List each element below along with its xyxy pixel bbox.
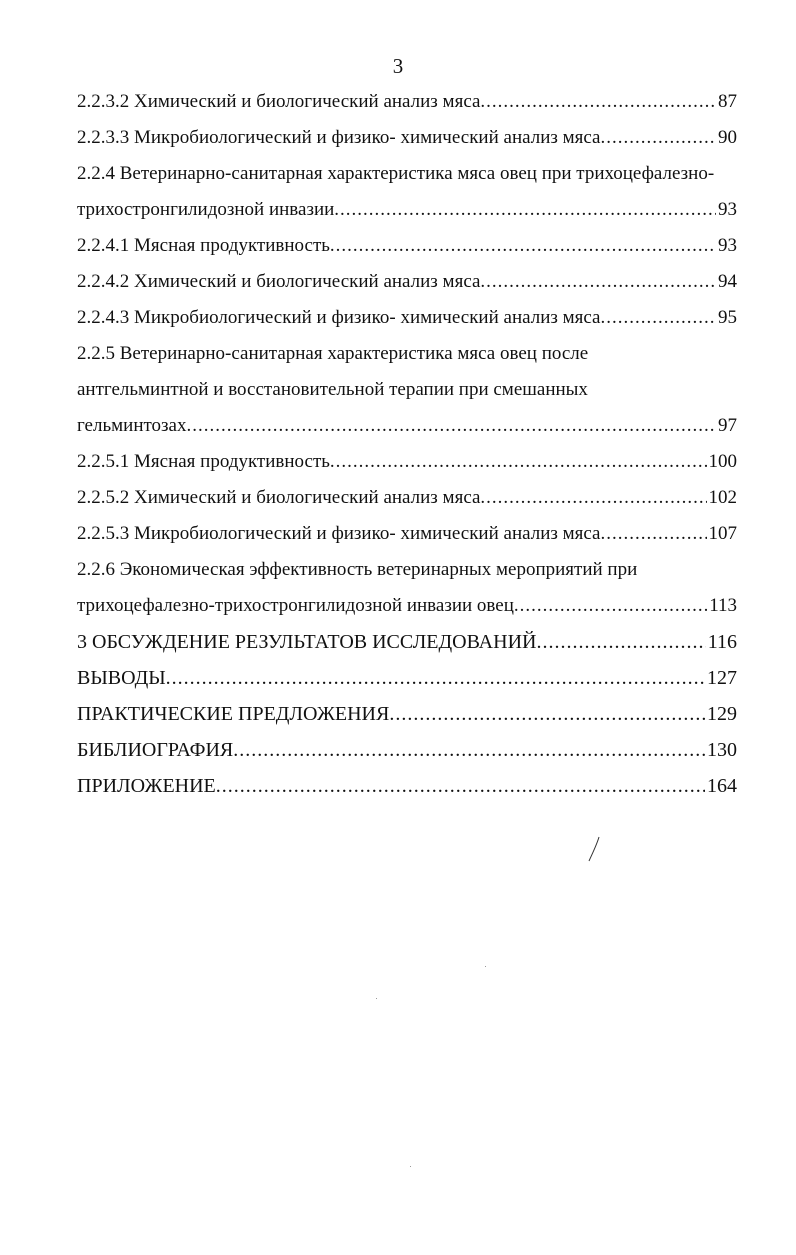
- dot-leader: [600, 300, 716, 336]
- toc-entry-page: 129: [707, 703, 737, 725]
- toc-entry-bibliography: [77, 732, 737, 768]
- dot-leader: [600, 516, 706, 552]
- pen-mark: [586, 836, 602, 864]
- toc-entry-title: 2.2.4.1 Мясная продуктивность: [77, 235, 330, 256]
- toc-entry-conclusions: [77, 660, 737, 696]
- toc-entry-2-2-5-2: [77, 480, 737, 516]
- toc-entry-title: 2.2.3.2 Химический и биологический анализ мяса: [77, 91, 481, 112]
- dot-leader: [233, 732, 705, 768]
- toc-entry-title: БИБЛИОГРАФИЯ: [77, 739, 234, 761]
- toc-entry-title: 2.2.5.1 Мясная продуктивность: [77, 451, 330, 472]
- toc-entry-title: 2.2.4.3 Микробиологический и физико- химический анализ мяса: [77, 307, 601, 328]
- toc-entry-title: 2.2.5.2 Химический и биологический анализ мяса: [77, 487, 481, 508]
- toc-entry-page: 107: [708, 523, 737, 544]
- scan-speck: [410, 1166, 411, 1167]
- toc-entry-2-2-5-3: [77, 516, 737, 552]
- toc-entry-title: ВЫВОДЫ: [77, 667, 166, 689]
- toc-entry-page: 94: [718, 271, 737, 292]
- toc-entry-section-3: [77, 624, 737, 660]
- toc-entry-2-2-6-lead: 2.2.6 Экономическая эффективность ветеринарных мероприятий при: [77, 559, 638, 580]
- page-number: 3: [392, 54, 404, 78]
- toc-entry-title: ПРАКТИЧЕСКИЕ ПРЕДЛОЖЕНИЯ: [77, 703, 390, 725]
- toc-entry-title: гельминтозах: [77, 415, 187, 436]
- dot-leader: [166, 660, 705, 696]
- toc-entry-page: 116: [707, 631, 737, 653]
- dot-leader: [330, 444, 707, 480]
- dot-leader: [480, 84, 716, 120]
- dot-leader: [514, 588, 707, 624]
- toc-entry-2-2-3-3: [77, 120, 737, 156]
- toc-entry-2-2-4-lead: 2.2.4 Ветеринарно-санитарная характеристика мяса овец при трихоцефалезно-: [77, 163, 715, 184]
- toc-entry-2-2-4-2: [77, 264, 737, 300]
- toc-entry-page: 130: [707, 739, 737, 761]
- toc-entry-title: 3 ОБСУЖДЕНИЕ РЕЗУЛЬТАТОВ ИССЛЕДОВАНИЙ: [77, 631, 537, 653]
- dot-leader: [389, 696, 705, 732]
- toc-entry-title: трихостронгилидозной инвазии: [77, 199, 335, 220]
- toc-entry-page: 164: [707, 775, 737, 797]
- toc-entry-2-2-5-1: [77, 444, 737, 480]
- dot-leader: [216, 768, 705, 804]
- toc-entry-2-2-5: [77, 408, 737, 444]
- toc-entry-2-2-5-lead: 2.2.5 Ветеринарно-санитарная характеристика мяса овец после: [77, 343, 589, 364]
- toc-entry-page: 95: [718, 307, 737, 328]
- toc-entry-2-2-5-lead-2: антгельминтной и восстановительной терапии при смешанных: [77, 379, 588, 400]
- toc-entry-title: трихоцефалезно-трихостронгилидозной инвазии овец: [77, 595, 514, 616]
- toc-entry-page: 113: [709, 595, 737, 616]
- toc-entry-2-2-4-1: [77, 228, 737, 264]
- scan-speck: [485, 966, 486, 967]
- toc-entry-page: 100: [708, 451, 737, 472]
- dot-leader: [186, 408, 716, 444]
- toc-entry-page: 97: [718, 415, 737, 436]
- toc-entry-page: 127: [707, 667, 737, 689]
- toc-entry-page: 90: [718, 127, 737, 148]
- toc-entry-page: 102: [708, 487, 737, 508]
- toc-entry-page: 87: [718, 91, 737, 112]
- toc-entry-practical-proposals: [77, 696, 737, 732]
- toc-entry-appendix: [77, 768, 737, 804]
- dot-leader: [480, 480, 706, 516]
- dot-leader: [330, 228, 716, 264]
- toc-entry-title: 2.2.4.2 Химический и биологический анализ мяса: [77, 271, 481, 292]
- table-of-contents: [77, 84, 737, 804]
- toc-entry-title: 2.2.3.3 Микробиологический и физико- химический анализ мяса: [77, 127, 601, 148]
- toc-entry-2-2-3-2: [77, 84, 737, 120]
- toc-entry-2-2-4: [77, 192, 737, 228]
- toc-entry-page: 93: [718, 199, 737, 220]
- dot-leader: [536, 624, 705, 660]
- dot-leader: [480, 264, 716, 300]
- toc-entry-title: 2.2.5.3 Микробиологический и физико- химический анализ мяса: [77, 523, 601, 544]
- dot-leader: [600, 120, 716, 156]
- toc-entry-page: 93: [718, 235, 737, 256]
- toc-entry-2-2-4-3: [77, 300, 737, 336]
- toc-entry-title: ПРИЛОЖЕНИЕ: [77, 775, 216, 797]
- scan-speck: [376, 998, 377, 999]
- dot-leader: [334, 192, 716, 228]
- toc-entry-2-2-6: [77, 588, 737, 624]
